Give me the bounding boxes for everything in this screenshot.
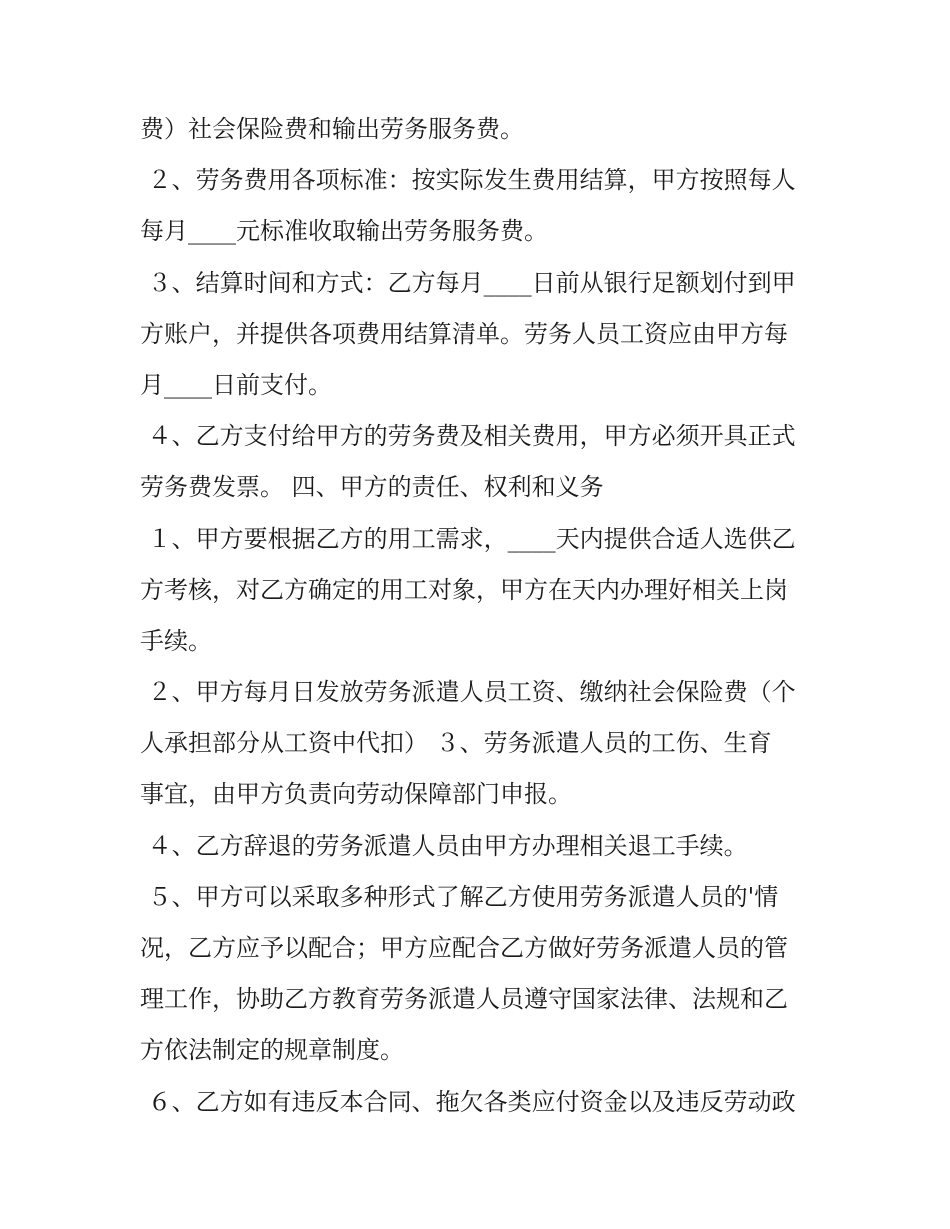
text-line: 月____日前支付。 xyxy=(140,370,332,399)
text-line: ２、甲方每月日发放劳务派遣人员工资、缴纳社会保险费（个 xyxy=(140,678,796,707)
text-line: 事宜，由甲方负责向劳动保障部门申报。 xyxy=(140,780,572,809)
text-line: 费）社会保险费和输出劳务服务费。 xyxy=(140,115,524,143)
text-line: ３、结算时间和方式：乙方每月____日前从银行足额划付到甲 xyxy=(140,268,796,297)
text-line: 方考核，对乙方确定的用工对象，甲方在天内办理好相关上岗 xyxy=(140,575,788,604)
text-line: ４、乙方支付给甲方的劳务费及相关费用，甲方必须开具正式 xyxy=(140,422,796,451)
text-line: 人承担部分从工资中代扣） ３、劳务派遣人员的工伤、生育 xyxy=(140,729,772,758)
text-line: １、甲方要根据乙方的用工需求，____天内提供合适人选供乙 xyxy=(140,524,796,553)
text-line: 方依法制定的规章制度。 xyxy=(140,1036,404,1065)
text-line: 每月____元标准收取输出劳务服务费。 xyxy=(140,217,548,246)
text-line: 手续。 xyxy=(140,626,212,655)
text-line: ４、乙方辞退的劳务派遣人员由甲方办理相关退工手续。 xyxy=(140,831,748,860)
text-line: ６、乙方如有违反本合同、拖欠各类应付资金以及违反劳动政 xyxy=(140,1087,796,1116)
document-body xyxy=(140,104,820,1128)
text-line: 劳务费发票。 四、甲方的责任、权利和义务 xyxy=(140,473,604,502)
text-line: ５、甲方可以采取多种形式了解乙方使用劳务派遣人员的'情 xyxy=(140,882,779,911)
text-line: 理工作，协助乙方教育劳务派遣人员遵守国家法律、法规和乙 xyxy=(140,985,788,1014)
text-line: 方账户，并提供各项费用结算清单。劳务人员工资应由甲方每 xyxy=(140,319,788,348)
text-line: 况，乙方应予以配合；甲方应配合乙方做好劳务派遣人员的管 xyxy=(140,934,788,962)
text-line: ２、劳务费用各项标准：按实际发生费用结算，甲方按照每人 xyxy=(140,166,796,195)
